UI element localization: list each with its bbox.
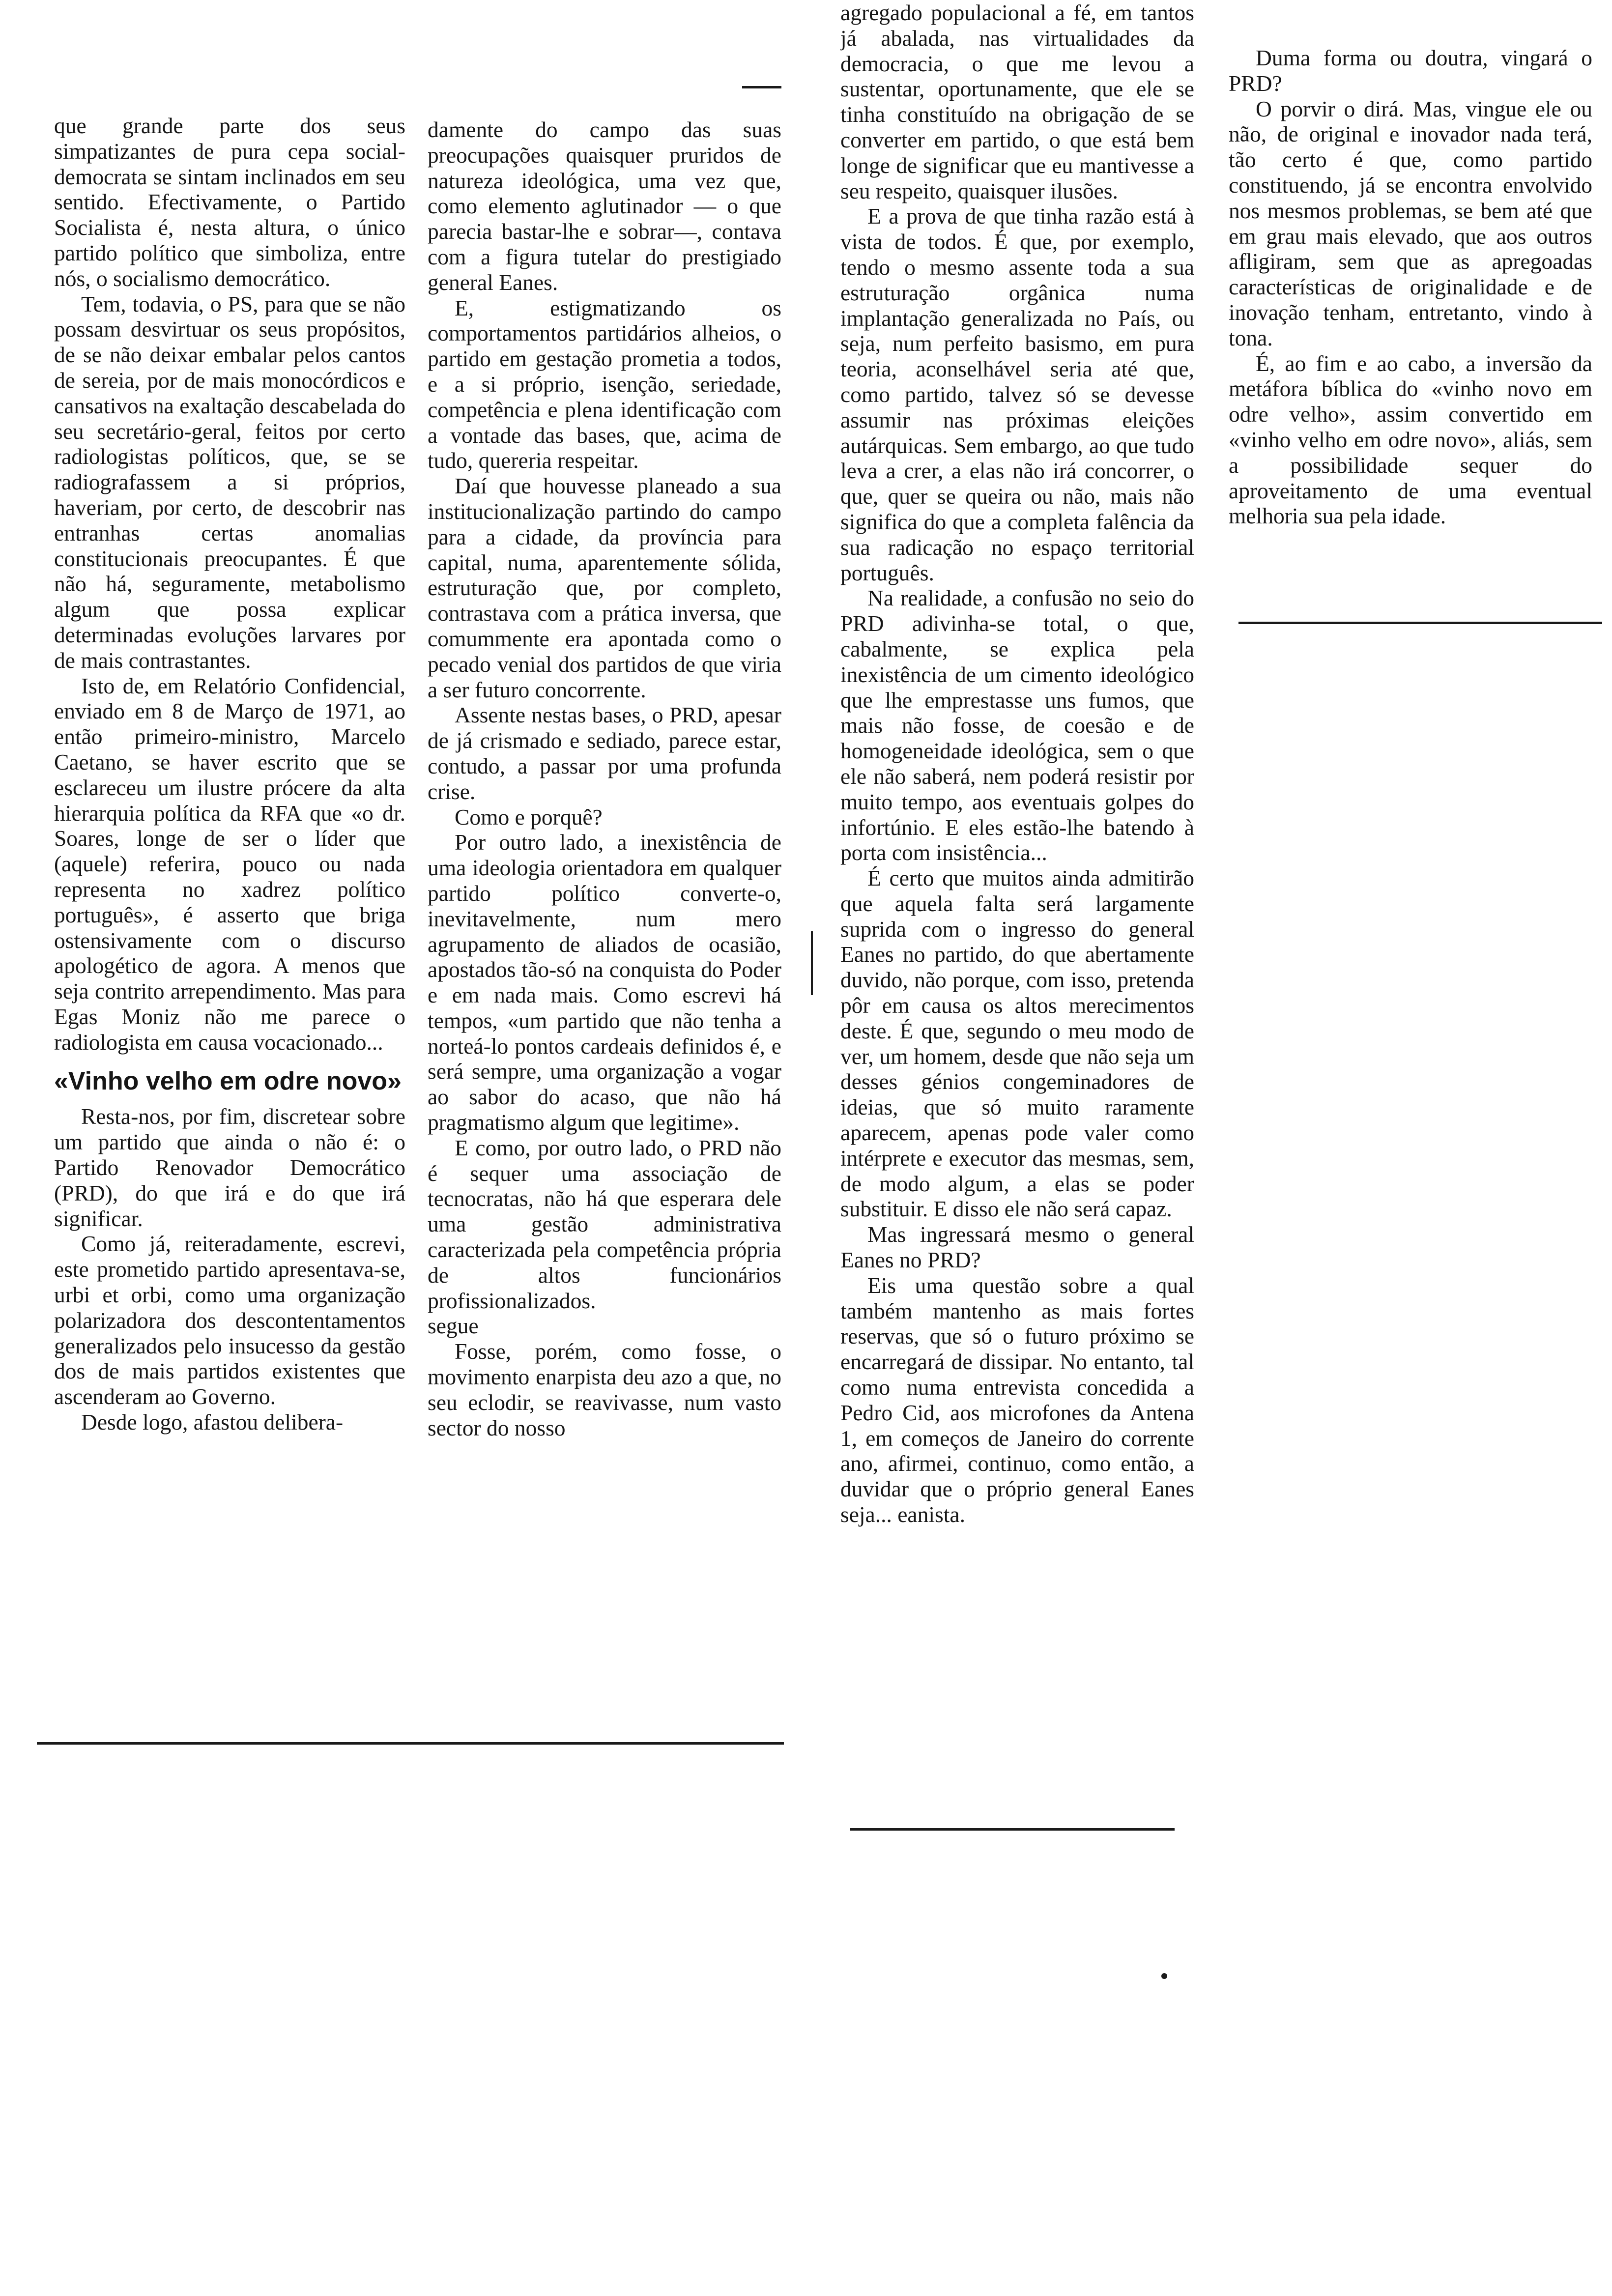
col1-paragraph: Isto de, em Relatório Confidencial, enviado em 8 de Março de 1971, ao então primeiro-ministro, Marcelo Caetano, se haver escrito que se esclareceu um ilustre prócere da alta hierarquia política da RFA que «o dr. Soares, longe de ser o líder que (aquele) referira, pouco ou nada representa no xadrez político português», é asserto que briga ostensivamente com o discurso apologético de agora. A menos que seja contrito arrependimento. Mas para Egas Moniz não me parece o radiologista em causa vocacionado... [54, 673, 405, 1055]
bottom-rule-left [37, 1742, 784, 1745]
col3-paragraph: Na realidade, a confusão no seio do PRD adivinha-se total, o que, cabalmente, se explica pela inexistência de um cimento ideológico que lhe emprestasse uns fumos, que mais não fosse, de coesão e de homogeneidade ideológica, sem o que ele não saberá, nem poderá resistir por muito tempo, aos eventuais golpes do infortúnio. E eles estão-lhe batendo à porta com insistência... [840, 585, 1194, 865]
col4-bottom-rule [1238, 622, 1602, 624]
subhead: «Vinho velho em odre novo» [54, 1067, 402, 1096]
col3-paragraph: É certo que muitos ainda admitirão que aquela falta será largamente suprida com o ingresso do general Eanes no partido, do que abertamente duvido, não porque, com isso, pretenda pôr em causa os altos merecimentos deste. É que, segundo o meu modo de ver, um homem, desde que não seja um desses génios congeminadores de ideias, que só muito raramente aparecem, apenas pode valer como intérprete e executor das mesmas, sem, de modo algum, a elas se poder substituir. E disso ele não será capaz. [840, 865, 1194, 1222]
col3-paragraph: agregado populacional a fé, em tantos já abalada, nas virtualidades da democracia, o que me levou a sustentar, oportunamente, que ele se tinha constituído na obrigação de se converter em partido, o que está bem longe de significar que eu mantivesse a seu respeito, quaisquer ilusões. [840, 0, 1194, 203]
column-3 [840, 0, 1194, 1877]
col2-paragraph: Daí que houvesse planeado a sua institucionalização partindo do campo para a cidade, da província para capital, numa, aparentemente sólida, estruturação que, por completo, contrastava com a prática inversa, que comummente era apontada como o pecado venial dos partidos de que viria a ser futuro concorrente. [428, 473, 781, 702]
col4-paragraph: É, ao fim e ao cabo, a inversão da metáfora bíblica do «vinho novo em odre velho», assim convertido em «vinho velho em odre novo», aliás, sem a possibilidade sequer do aproveitamento de uma eventual melhoria sua pela idade. [1229, 350, 1592, 529]
col1-paragraph: Como já, reiteradamente, escrevi, este prometido partido apresentava-se, urbi et orbi, como uma organização polarizadora dos descontentamentos generalizados pelo insucesso da gestão dos de mais partidos existentes que ascenderam ao Governo. [54, 1231, 405, 1409]
column-2 [428, 117, 781, 1440]
col3-paragraph: Mas ingressará mesmo o general Eanes no PRD? [840, 1222, 1194, 1273]
top-dash-rule [742, 86, 781, 88]
col2-paragraph: E, estigmatizando os comportamentos partidários alheios, o partido em gestação prometia a todos, e a si próprio, isenção, seriedade, competência e plena identificação com a vontade das bases, que, acima de tudo, quereria respeitar. [428, 295, 781, 473]
col1-paragraph: Desde logo, afastou delibera- [81, 1409, 344, 1435]
col1-paragraph: Tem, todavia, o PS, para que se não possam desvirtuar os seus propósitos, de se não deixar embalar pelos cantos de sereia, por de mais monocórdicos e cansativos na exaltação descabelada do seu secretário-geral, feitos por certo radiologistas políticos, que, se se radiografassem a si próprios, haveriam, por certo, de descobrir nas entranhas certas anomalias constitucionais preocupantes. É que não há, seguramente, metabolismo algum que possa explicar determinadas evoluções larvares por de mais contrastantes. [54, 291, 406, 673]
col2-paragraph: damente do campo das suas preocupações quaisquer pruridos de natureza ideológica, uma vez que, como elemento aglutinador — o que parecia bastar-lhe e sobrar—, contava com a figura tutelar do prestigiado general Eanes. [428, 117, 781, 295]
col2-paragraph: Fosse, porém, como fosse, o movimento enarpista deu azo a que, no seu eclodir, se reavivasse, num vasto sector do nosso [428, 1339, 781, 1440]
col2-side-mark [811, 931, 813, 995]
col4-paragraph: O porvir o dirá. Mas, vingue ele ou não, de original e inovador nada terá, tão certo é que, como partido constituendo, já se encontra envolvido nos mesmos problemas, se bem até que em grau mais elevado, que aos outros afligiram, sem que as apregoadas características de originalidade e de inovação tenham, entretanto, vindo à tona. [1229, 96, 1592, 350]
col3-paragraph: Eis uma questão sobre a qual também mantenho as mais fortes reservas, que só o futuro próximo se encarregará de dissipar. No entanto, tal como numa entrevista concedida a Pedro Cid, aos microfones da Antena 1, em começos de Janeiro do corrente ano, afirmei, continuo, como então, a duvidar que o próprio general Eanes seja... eanista. [840, 1272, 1194, 1527]
col2-paragraph: E como, por outro lado, o PRD não é sequer uma associação de tecnocratas, não há que esperara dele uma gestão administrativa caracterizada pela competência própria de altos funcionários profissionalizados. [428, 1135, 781, 1313]
column-1 [54, 113, 405, 1435]
column-4 [1229, 45, 1592, 529]
col1-paragraph: que grande parte dos seus simpatizantes de pura cepa social-democrata se sintam inclinados em seu sentido. Efectivamente, o Partido Socialista é, nesta altura, o único partido político que simboliza, entre nós, o socialismo democrático. [54, 113, 405, 291]
col4-paragraph: Duma forma ou doutra, vingará o PRD? [1229, 45, 1592, 96]
col2-paragraph: Como e porquê? [455, 804, 603, 830]
col2-paragraph: Assente nestas bases, o PRD, apesar de já crismado e sediado, parece estar, contudo, a passar por uma profunda crise. [428, 702, 781, 804]
col2-paragraph: Por outro lado, a inexistência de uma ideologia orientadora em qualquer partido político converte-o, inevitavelmente, num mero agrupamento de aliados de ocasião, apostados tão-só na conquista do Poder e em nada mais. Como escrevi há tempos, «um partido que não tenha a norteá-lo pontos cardeais definidos é, e será sempre, uma organização a vogar ao sabor do acaso, que não há pragmatismo algum que legitime». [428, 830, 781, 1135]
col1-paragraph: Resta-nos, por fim, discretear sobre um partido que ainda o não é: o Partido Renovador Democrático (PRD), do que irá e do que irá significar. [54, 1104, 405, 1231]
col3-paragraph: E a prova de que tinha razão está à vista de todos. É que, por exemplo, tendo o mesmo assente toda a sua estruturação orgânica numa implantação generalizada no País, ou seja, num perfeito basismo, em pura teoria, aconselhável seria até que, como partido, talvez só se devesse assumir nas próximas eleições autárquicas. Sem embargo, ao que tudo leva a crer, a elas não irá concorrer, o que, quer se queira ou não, mais não significa do que a completa falência da sua radicação no espaço territorial português. [840, 203, 1194, 585]
stray-mark [1161, 1973, 1167, 1979]
col2-continuation-note: segue [428, 1313, 479, 1339]
